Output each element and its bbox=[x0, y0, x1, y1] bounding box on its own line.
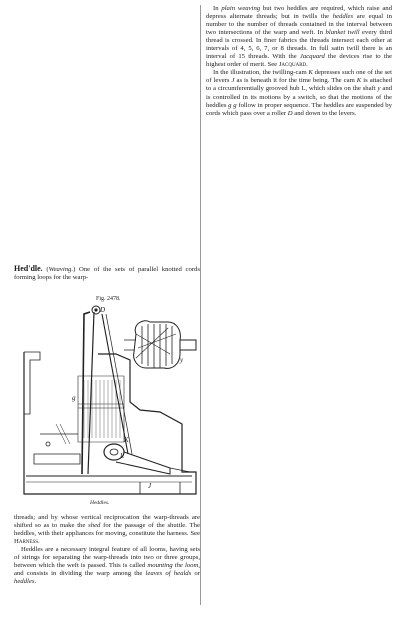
text-run: . bbox=[38, 538, 40, 546]
text-run: for the passage of the shuttle. The heddles, with their appliances for moving, constitute the harness. See bbox=[14, 522, 200, 538]
text-run: and is controlled in its motions by a switch, so that the motions of the heddles bbox=[206, 85, 393, 109]
heddle-entry-continued bbox=[14, 514, 200, 586]
italic-text: shed bbox=[88, 522, 101, 530]
text-run: In bbox=[213, 5, 222, 12]
small-caps-text: Harness bbox=[14, 538, 39, 546]
right-column bbox=[206, 5, 392, 118]
letter-g: g bbox=[72, 394, 76, 402]
figure-caption: Heddles. bbox=[90, 500, 110, 506]
letter-y: y bbox=[180, 356, 184, 364]
italic-text: Jacquard bbox=[299, 53, 325, 61]
entry-intro bbox=[14, 265, 200, 282]
text-run: but two heddles are required, which raise and depress alternate threads; but in twills the bbox=[206, 5, 392, 21]
figure-number: Fig. 2478. bbox=[96, 296, 121, 302]
text-run: as is beneath it for the time being. The cam bbox=[234, 77, 357, 85]
italic-text: blanket twill bbox=[325, 29, 360, 37]
italic-text: heddles bbox=[332, 13, 354, 21]
letter-J: J bbox=[148, 482, 152, 490]
column-divider bbox=[200, 5, 201, 605]
italic-text: D bbox=[287, 109, 293, 117]
italic-text: plain weaving bbox=[221, 5, 261, 12]
text-run: are equal in number to the number of threads contained in the interval between two intersections of the warp and weft. In bbox=[206, 13, 392, 37]
italic-text: K bbox=[308, 69, 313, 77]
italic-text: J bbox=[231, 77, 235, 85]
italic-text: g g bbox=[228, 101, 237, 109]
italic-text: leaves of healds bbox=[145, 570, 192, 578]
paragraph-looms bbox=[14, 546, 200, 586]
text-run: Heddles are a necessary integral feature of all looms, having sets of strings for separating the warp-threads into two or three groups, between which the weft is passed. This is called bbox=[14, 546, 200, 570]
small-caps-text: Jacquard bbox=[278, 61, 307, 69]
heddles-figure bbox=[20, 304, 198, 500]
headword: Hed'dle. bbox=[14, 264, 43, 273]
letter-L: L bbox=[120, 452, 124, 460]
entry-intro-text bbox=[14, 266, 200, 281]
text-run: . bbox=[306, 61, 308, 69]
text-run: , and consists in dividing the warp among the bbox=[14, 562, 200, 578]
text-run: ( bbox=[42, 266, 49, 273]
text-run: follow in proper sequence. The heddles are suspended by cords which pass over a roller bbox=[206, 101, 392, 117]
text-run: ) One of the sets of parallel knotted cords forming loops for the warp- bbox=[14, 266, 200, 282]
text-run: every third thread is crossed. In finer fabrics the threads intersect each other at intervals of 4, 5, 6, 7, or 8 threads. In full satin twill there is an interval of 15 threads. With the bbox=[206, 29, 393, 61]
text-run: In the illustration, the twilling-cam bbox=[213, 69, 309, 77]
heddle-entry bbox=[14, 265, 200, 282]
text-run: or bbox=[191, 570, 200, 578]
text-run: . bbox=[34, 578, 37, 586]
italic-text: K bbox=[356, 77, 362, 85]
text-run: depresses such one of the set of levers bbox=[206, 69, 392, 85]
text-run: the devices rise to the highest order of merit. See bbox=[206, 53, 392, 69]
paragraph-plain-weaving bbox=[206, 5, 392, 69]
paragraph-threads bbox=[14, 514, 200, 546]
italic-text: Weaving. bbox=[48, 266, 74, 273]
letter-K: K bbox=[124, 436, 129, 444]
italic-text: mounting the loom bbox=[147, 562, 199, 570]
letter-D: D bbox=[100, 306, 106, 314]
paragraph-illustration bbox=[206, 69, 392, 117]
italic-text: heddles bbox=[14, 578, 35, 586]
text-run: is attached to a circumferentially grooved hub L, which slides on the shaft bbox=[206, 77, 392, 93]
text-run: and down to the levers. bbox=[292, 109, 357, 117]
italic-text: y bbox=[377, 85, 381, 93]
text-run: threads; and by whose vertical reciprocation the warp-threads are shifted so as to make the bbox=[14, 514, 200, 530]
